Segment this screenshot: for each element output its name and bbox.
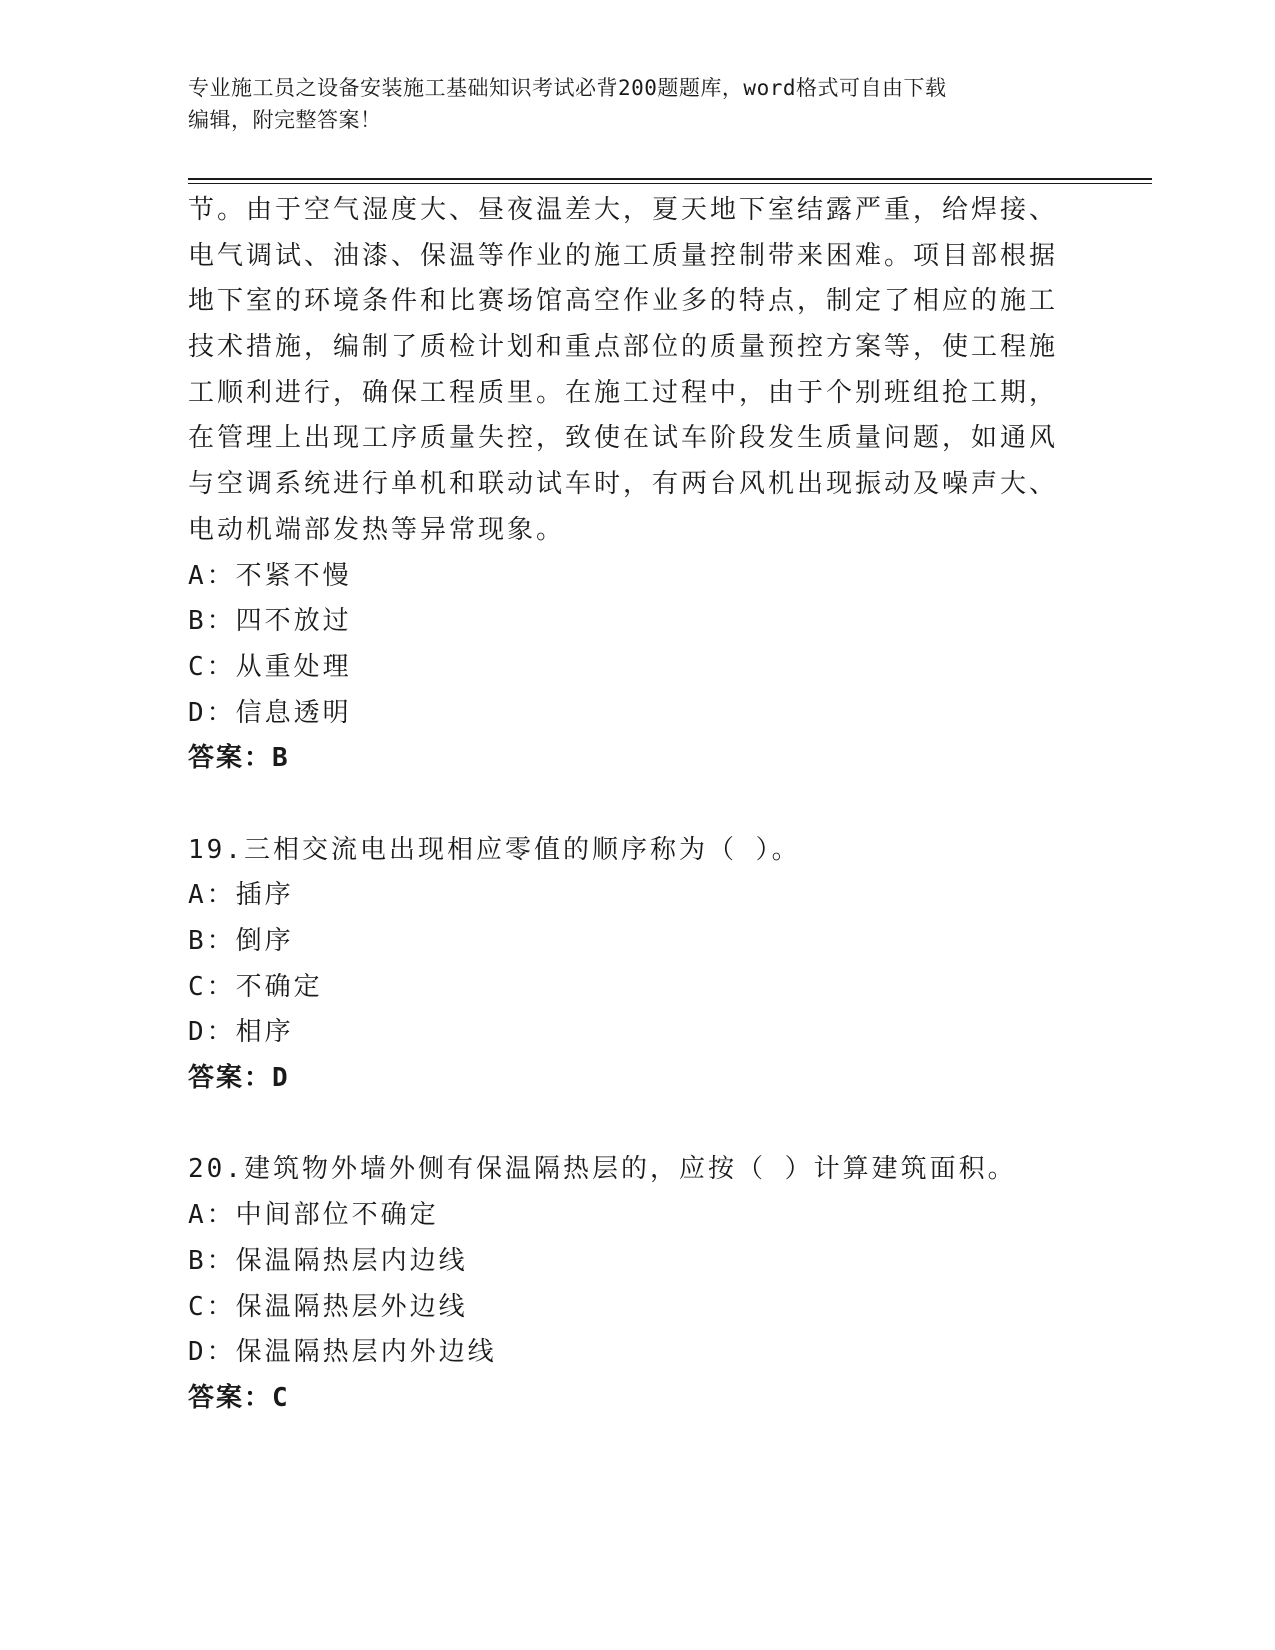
question-text: 20.建筑物外墙外侧有保温隔热层的，应按（ ）计算建筑面积。 [188,1154,1017,1185]
spacer [188,782,1088,828]
option-c: C：保温隔热层外边线 [188,1291,468,1322]
document-body [188,188,1088,1422]
passage-line: 在管理上出现工序质量失控，致使在试车阶段发生质量问题，如通风 [188,423,1059,454]
option-b: B：四不放过 [188,606,352,637]
option-c: C：从重处理 [188,651,352,682]
question-19 [188,828,1088,1102]
passage-line: 节。由于空气湿度大、昼夜温差大，夏天地下室结露严重，给焊接、 [188,195,1059,225]
option-a: A：不紧不慢 [188,560,352,591]
passage-line: 技术措施，编制了质检计划和重点部位的质量预控方案等，使工程施 [188,332,1059,363]
option-d: D：信息透明 [188,697,352,728]
option-c: C：不确定 [188,971,323,1002]
passage-line: 工顺利进行，确保工程质里。在施工过程中，由于个别班组抢工期， [188,377,1059,408]
option-a: A：插序 [188,880,294,911]
header-line-1: 专业施工员之设备安装施工基础知识考试必背200题题库，word格式可自由下载 [188,76,947,100]
question-text: 19.三相交流电出现相应零值的顺序称为（ ）。 [188,834,801,865]
option-a: A：中间部位不确定 [188,1200,439,1231]
answer-line: 答案：B [188,743,290,774]
passage-line: 电动机端部发热等异常现象。 [188,514,566,545]
option-b: B：倒序 [188,926,294,956]
passage-line: 地下室的环境条件和比赛场馆高空作业多的特点，制定了相应的施工 [188,286,1059,317]
passage-text [188,188,1088,554]
passage-line: 电气调试、油漆、保温等作业的施工质量控制带来困难。项目部根据 [188,240,1059,271]
answer-line: 答案：D [188,1063,290,1094]
header-divider-thick [188,178,1152,180]
option-d: D：保温隔热层内外边线 [188,1337,497,1368]
answer-line: 答案：C [188,1382,290,1413]
spacer [188,1102,1088,1148]
document-header [188,72,1068,136]
question-20 [188,1147,1088,1421]
header-divider-thin [188,183,1152,184]
question-18-options [188,554,1088,782]
option-d: D：相序 [188,1017,294,1048]
passage-line: 与空调系统进行单机和联动试车时，有两台风机出现振动及噪声大、 [188,469,1059,500]
header-line-2: 编辑，附完整答案！ [188,108,382,132]
option-b: B：保温隔热层内边线 [188,1245,468,1276]
